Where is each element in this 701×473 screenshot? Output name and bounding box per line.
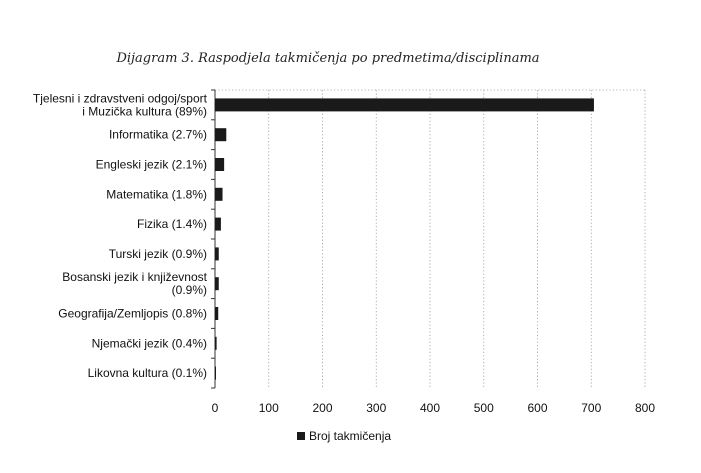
chart-title: Dijagram 3. Raspodjela takmičenja po predmetima/disciplinama — [116, 51, 540, 66]
category-label: Geografija/Zemljopis (0.8%) — [58, 306, 207, 321]
plot-area — [33, 90, 655, 415]
x-tick-label: 0 — [211, 401, 219, 415]
bar — [215, 158, 224, 171]
category-label: Fizika (1.4%) — [136, 217, 207, 232]
category-label: Informatika (2.7%) — [108, 127, 207, 142]
x-tick-label: 400 — [419, 401, 441, 415]
category-label: Bosanski jezik i književnost — [62, 270, 207, 285]
x-tick-label: 300 — [366, 401, 387, 415]
category-label: i Muzička kultura (89%) — [82, 104, 207, 119]
x-tick-label: 200 — [312, 401, 333, 415]
category-label: (0.9%) — [171, 283, 207, 298]
bar — [215, 307, 218, 320]
category-label: Njemački jezik (0.4%) — [91, 336, 207, 351]
bar — [215, 218, 221, 231]
bar — [215, 337, 217, 350]
x-tick-label: 700 — [581, 401, 602, 415]
x-tick-label: 500 — [473, 401, 494, 415]
bar — [215, 277, 219, 290]
bar — [215, 247, 219, 260]
legend-label: Broj takmičenja — [309, 429, 392, 443]
bar — [215, 367, 216, 380]
bar — [215, 98, 594, 111]
legend — [297, 429, 391, 443]
bar — [215, 128, 226, 141]
category-label: Turski jezik (0.9%) — [108, 246, 207, 261]
x-tick-label: 100 — [258, 401, 279, 415]
category-label: Engleski jezik (2.1%) — [95, 157, 207, 172]
bar — [215, 188, 223, 201]
category-label: Tjelesni i zdravstveni odgoj/sport — [32, 91, 207, 106]
legend-swatch — [297, 432, 305, 440]
x-tick-label: 600 — [527, 401, 548, 415]
category-label: Likovna kultura (0.1%) — [87, 366, 207, 381]
category-label: Matematika (1.8%) — [106, 187, 207, 202]
x-tick-label: 800 — [634, 401, 656, 415]
